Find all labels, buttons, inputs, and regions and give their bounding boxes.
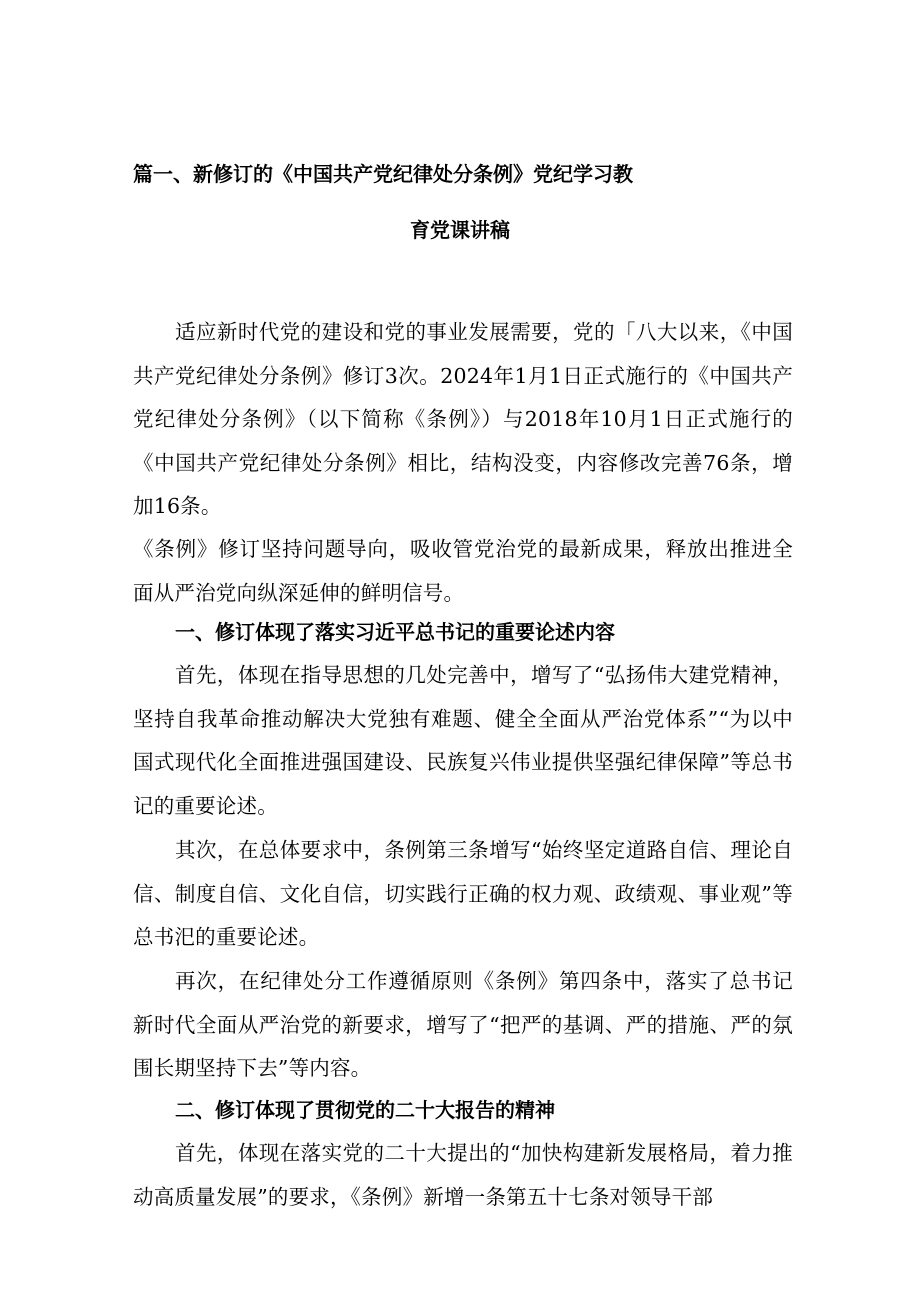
- document-title-line-1: 篇一、新修订的《中国共产党纪律处分条例》党纪学习教: [133, 162, 633, 186]
- paragraph-section1-second: 其次，在总体要求中，条例第三条增写“始终坚定道路自信、理论自信、制度自信、文化自信，切实践行正确的权力观、政绩观、事业观”等总书汜的重要论述。: [133, 838, 793, 950]
- paragraph-summary: 《条例》修订坚持问题导向，吸收管党治党的最新成果，释放出推进全面从严治党向纵深延伸的鲜明信号。: [133, 537, 793, 605]
- paragraph-section2-first: 首先，体现在落实党的二十大提出的“加快构建新发展格局，着力推动高质量发展”的要求，《条例》新增一条第五十七条对领导干部: [133, 1141, 793, 1209]
- paragraph-intro: 适应新时代党的建设和党的事业发展需要，党的「八大以来，《中国共产党纪律处分条例》修订3次。2024年1月1日正式施行的《中国共产党纪律处分条例》（以下简称《条例》）与2018年10月1日正式施行的《中国共产党纪律处分条例》相比，结构没变，内容修改完善76条，增加16条。: [133, 320, 793, 519]
- document-title-line-2: 育党课讲稿: [410, 218, 510, 242]
- paragraph-section1-third: 再次，在纪律处分工作遵循原则《条例》第四条中，落实了总书记新时代全面从严治党的新要求，增写了“把严的基调、严的措施、严的氛围长期坚持下去”等内容。: [133, 969, 793, 1081]
- paragraph-section1-first: 首先，体现在指导思想的几处完善中，增写了“弘扬伟大建党精神，坚持自我革命推动解决大党独有难题、健全全面从严治党体系”“为以中国式现代化全面推进强国建设、民族复兴伟业提供坚强纪律保障”等总书记的重要论述。: [133, 663, 793, 818]
- section-heading-1: 一、修订体现了落实习近平总书记的重要论述内容: [175, 620, 615, 644]
- section-heading-2: 二、修订体现了贯彻党的二十大报告的精神: [175, 1098, 555, 1122]
